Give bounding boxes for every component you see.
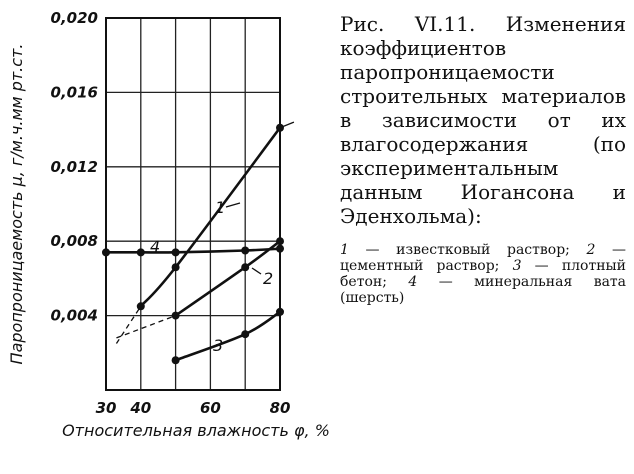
figure-caption (340, 12, 626, 306)
y-tick-label: 0,016 (50, 83, 98, 102)
data-point-1 (137, 302, 145, 310)
data-point-2 (241, 263, 249, 271)
data-point-3 (172, 356, 180, 364)
label-leader-1 (226, 203, 240, 207)
caption-title: Рис. VI.11. Изменения коэффициентов паропроницаемости строительных материалов в зависимости от их влагосодержания (по экспериментальным данным Иогансона и Эденхольма): (340, 12, 626, 228)
data-point-3 (241, 330, 249, 338)
series-extrapolation-1 (116, 306, 140, 343)
label-leader-2 (252, 268, 261, 274)
data-point-4 (102, 248, 110, 256)
legend-item-3: 3 — плотный бетон; (340, 258, 627, 290)
y-tick-label: 0,004 (50, 306, 98, 325)
tick-labels (51, 9, 291, 417)
grid (106, 18, 280, 390)
curve-label-4: 4 (150, 237, 161, 256)
series-line-3 (176, 312, 280, 360)
data-point-4 (241, 247, 249, 255)
legend-item-1: 1 — известковый раствор; (340, 242, 570, 258)
y-tick-label: 0,020 (50, 9, 98, 27)
x-tick-label: 80 (269, 399, 291, 417)
data-point-1 (172, 263, 180, 271)
plot-frame (106, 18, 280, 390)
data-point-2 (172, 312, 180, 320)
curve-label-3: 3 (213, 336, 224, 355)
series-layer (102, 122, 294, 364)
x-tick-label: 40 (130, 399, 152, 417)
legend-item-4: 4 — минеральная вата (шерсть) (340, 274, 627, 306)
y-tick-label: 0,012 (50, 157, 98, 176)
curve-label-1: 1 (215, 198, 226, 217)
series-line-4 (106, 249, 280, 253)
caption-legend (340, 242, 626, 306)
data-point-2 (276, 237, 284, 245)
x-tick-label: 30 (95, 399, 117, 417)
data-point-4 (137, 248, 145, 256)
x-tick-label: 60 (199, 399, 221, 417)
y-tick-label: 0,008 (50, 232, 98, 251)
curve-label-2: 2 (263, 269, 274, 288)
x-axis-title: Относительная влажность φ, % (62, 421, 330, 440)
data-point-3 (276, 308, 284, 316)
legend-item-2: 2 — цементный раствор; (340, 242, 627, 274)
series-extrapolation-2 (116, 316, 175, 338)
data-point-4 (276, 245, 284, 253)
data-point-1 (276, 124, 284, 132)
y-axis-title: Паропроницаемость μ, г/м.ч.мм рт.ст. (7, 43, 26, 365)
data-point-4 (172, 248, 180, 256)
